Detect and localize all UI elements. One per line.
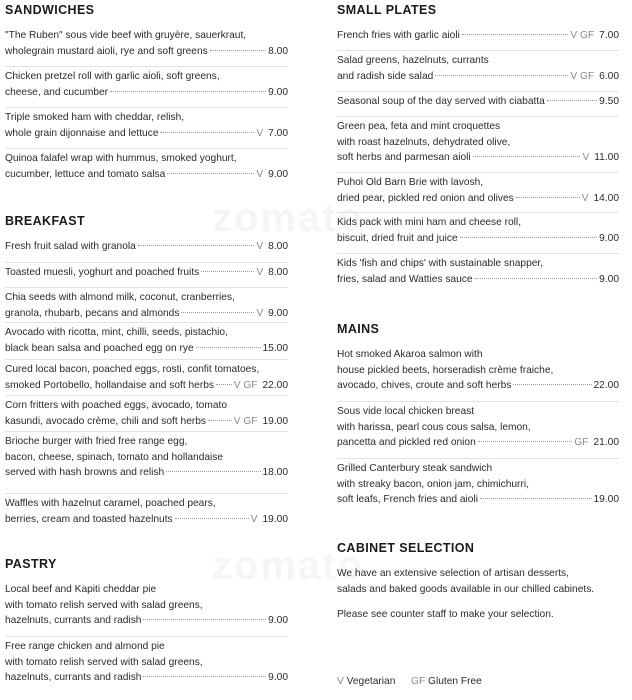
- menu-item-description: French fries with garlic aioli: [337, 30, 460, 41]
- dot-leader: [460, 237, 598, 238]
- section-cabinet: [337, 541, 619, 620]
- menu-item-price-row: [5, 465, 288, 481]
- menu-item-description: Green pea, feta and mint croquettes: [337, 121, 501, 132]
- menu-item-price-row: [5, 670, 288, 686]
- menu-item-price-row: [5, 239, 288, 255]
- menu-item-price: 11.00: [594, 152, 619, 164]
- vegetarian-symbol: V: [337, 676, 344, 687]
- menu-item-price-row: [337, 150, 619, 166]
- dot-leader: [473, 156, 581, 157]
- menu-item-description: pancetta and pickled red onion: [337, 437, 476, 449]
- vegetarian-label: Vegetarian: [346, 676, 396, 687]
- menu-item-description: Kids 'fish and chips' with sustainable snapper,: [337, 258, 544, 269]
- menu-item: [337, 347, 619, 394]
- menu-item-price: 9.00: [268, 86, 288, 98]
- menu-item-description: soft herbs and parmesan aioli: [337, 152, 471, 164]
- menu-item-price: 8.00: [268, 241, 288, 252]
- cabinet-line: salads and baked goods available in our chilled cabinets.: [337, 583, 595, 595]
- menu-item-description: Hot smoked Akaroa salmon with: [337, 349, 483, 360]
- menu-item-price: 9.00: [599, 232, 619, 244]
- menu-item-description: Toasted muesli, yoghurt and poached fruits: [5, 267, 200, 278]
- dietary-tags: V: [250, 513, 258, 525]
- menu-item-price-row: [337, 231, 619, 247]
- dot-leader: [175, 518, 249, 519]
- menu-item-description: hazelnuts, currants and radish: [5, 615, 142, 627]
- menu-item-price: 15.00: [262, 342, 288, 354]
- menu-item: [5, 239, 288, 255]
- menu-item-description: Sous vide local chicken breast: [337, 406, 475, 417]
- dot-leader: [480, 498, 592, 499]
- menu-item-description: wholegrain mustard aioli, rye and soft greens: [5, 45, 208, 57]
- menu-item-description: "The Ruben" sous vide beef with gruyère, sauerkraut,: [5, 30, 247, 41]
- menu-item-price-row: [5, 167, 288, 183]
- dot-leader: [435, 75, 568, 76]
- menu-item-description: and radish side salad: [337, 70, 434, 82]
- menu-item-description: Chicken pretzel roll with garlic aioli, soft greens,: [5, 71, 220, 82]
- item-divider: [5, 395, 288, 396]
- item-divider: [5, 66, 288, 67]
- gluten-free-symbol: GF: [411, 676, 426, 687]
- section-heading: SMALL PLATES: [337, 3, 437, 17]
- item-divider: [5, 322, 288, 323]
- dietary-tags: V GF: [570, 30, 595, 41]
- dot-leader: [167, 173, 254, 174]
- menu-item-description: biscuit, dried fruit and juice: [337, 232, 458, 244]
- dietary-tags: V: [256, 127, 264, 139]
- menu-item-price: 8.00: [268, 45, 288, 57]
- menu-item-description: Chia seeds with almond milk, coconut, cranberries,: [5, 292, 235, 303]
- section-heading: MAINS: [337, 322, 380, 336]
- menu-item-price: 8.00: [268, 267, 288, 278]
- dot-leader: [513, 384, 591, 385]
- dot-leader: [216, 384, 232, 385]
- section-pastry: [5, 557, 288, 684]
- dot-leader: [143, 676, 266, 677]
- dietary-tags: V GF: [233, 415, 258, 427]
- menu-item-price: 18.00: [262, 467, 288, 479]
- item-divider: [337, 212, 619, 213]
- watermark: zomato: [212, 544, 364, 588]
- menu-item-description: Seasonal soup of the day served with ciabatta: [337, 96, 545, 107]
- menu-item-description: dried pear, pickled red onion and olives: [337, 192, 514, 204]
- item-divider: [5, 262, 288, 263]
- menu-item-price-row: [337, 378, 619, 394]
- menu-item-description: whole grain dijonnaise and lettuce: [5, 127, 159, 139]
- menu-item-price: 19.00: [262, 513, 288, 525]
- menu-item-description: kasundi, avocado crème, chili and soft herbs: [5, 415, 207, 427]
- section-heading: SANDWICHES: [5, 3, 95, 17]
- menu-item-price-row: [5, 613, 288, 629]
- menu-item-description: Grilled Canterbury steak sandwich: [337, 463, 493, 474]
- menu-item: [5, 582, 288, 629]
- item-divider: [5, 493, 288, 494]
- dot-leader: [210, 50, 266, 51]
- section-small-plates: [337, 3, 619, 285]
- item-divider: [5, 287, 288, 288]
- item-divider: [337, 91, 619, 92]
- menu-item: [337, 53, 619, 84]
- menu-item-price-row: [5, 306, 288, 322]
- dietary-tags: V: [582, 152, 590, 164]
- section-breakfast: [5, 214, 288, 525]
- dot-leader: [516, 197, 580, 198]
- menu-item-price: 7.00: [599, 30, 619, 41]
- menu-item-price-row: [337, 272, 619, 288]
- menu-item-description: smoked Portobello, hollandaise and soft herbs: [5, 379, 214, 391]
- dot-leader: [166, 471, 260, 472]
- menu-item-description: with tomato relish served with salad greens,: [5, 599, 203, 611]
- menu-item-price-row: [5, 126, 288, 142]
- item-divider: [5, 148, 288, 149]
- menu-item-description: black bean salsa and poached egg on rye: [5, 342, 194, 354]
- item-divider: [337, 50, 619, 51]
- dot-leader: [478, 441, 573, 442]
- section-heading: CABINET SELECTION: [337, 541, 475, 555]
- section-mains: [337, 322, 619, 506]
- dot-leader: [143, 619, 266, 620]
- menu-item-price: 9.00: [268, 307, 288, 319]
- menu-item-price: 9.00: [599, 273, 619, 285]
- menu-item: [5, 69, 288, 100]
- menu-item-price-row: [5, 341, 288, 357]
- item-divider: [5, 636, 288, 637]
- menu-item-price-row: [5, 44, 288, 60]
- menu-item-description: soft leafs, French fries and aioli: [337, 494, 478, 506]
- menu-item-price-row: [5, 85, 288, 101]
- dietary-tags: V: [256, 168, 264, 180]
- menu-item-price-row: [5, 378, 288, 394]
- menu-item-price: 9.00: [268, 615, 288, 627]
- dietary-legend: [337, 676, 482, 687]
- menu-item-description: cheese, and cucumber: [5, 86, 109, 98]
- cabinet-note: Please see counter staff to make your selection.: [337, 609, 554, 620]
- menu-item-price-row: [337, 28, 619, 44]
- item-divider: [337, 116, 619, 117]
- menu-item-price: 22.00: [593, 380, 619, 392]
- dietary-tags: V GF: [570, 70, 595, 82]
- dietary-tags: V: [256, 241, 264, 252]
- menu-item: [337, 461, 619, 508]
- menu-item-description: served with hash browns and relish: [5, 467, 165, 479]
- menu-item-price: 21.00: [593, 437, 619, 449]
- menu-item-description: Waffles with hazelnut caramel, poached pears,: [5, 498, 216, 509]
- menu-item-description: hazelnuts, currants and radish: [5, 672, 142, 684]
- dietary-tags: GF: [574, 437, 589, 449]
- menu-item-price-row: [5, 414, 288, 430]
- menu-item: [337, 94, 619, 110]
- menu-item-description: berries, cream and toasted hazelnuts: [5, 513, 173, 525]
- section-heading: BREAKFAST: [5, 214, 85, 228]
- item-divider: [337, 401, 619, 402]
- menu-item-description: Cured local bacon, poached eggs, rosti, confit tomatoes,: [5, 364, 260, 375]
- menu-item-description: Local beef and Kapiti cheddar pie: [5, 584, 157, 595]
- dot-leader: [138, 245, 255, 246]
- menu-item-price-row: [5, 265, 288, 281]
- menu-item-price: 22.00: [262, 379, 288, 391]
- menu-item: [337, 28, 619, 44]
- menu-item: [337, 404, 619, 451]
- menu-item-price-row: [337, 69, 619, 85]
- menu-item: [5, 434, 288, 481]
- dietary-tags: V: [256, 267, 264, 278]
- menu-item-price: 9.00: [268, 168, 288, 180]
- menu-item-description: avocado, chives, croute and soft herbs: [337, 380, 512, 392]
- menu-item-description: with streaky bacon, onion jam, chimichurri,: [337, 478, 529, 490]
- menu-item-description: with harissa, pearl cous cous salsa, lemon,: [337, 421, 531, 433]
- menu-item: [337, 119, 619, 166]
- menu-item: [337, 256, 619, 287]
- menu-item-description: Quinoa falafel wrap with hummus, smoked yoghurt,: [5, 153, 237, 164]
- dot-leader: [201, 271, 254, 272]
- menu-item-description: Salad greens, hazelnuts, currants: [337, 55, 489, 66]
- dot-leader: [208, 420, 232, 421]
- menu-item: [337, 215, 619, 246]
- item-divider: [337, 172, 619, 173]
- menu-item-price: 19.00: [593, 494, 619, 506]
- menu-item: [5, 639, 288, 686]
- menu-item-price: 19.00: [262, 415, 288, 427]
- menu-item-price: 14.00: [593, 192, 619, 204]
- item-divider: [5, 431, 288, 432]
- menu-item-price: 7.00: [268, 127, 288, 139]
- menu-item: [5, 110, 288, 141]
- dot-leader: [110, 91, 266, 92]
- menu-item-description: Avocado with ricotta, mint, chilli, seeds, pistachio,: [5, 327, 228, 338]
- menu-item: [5, 398, 288, 429]
- menu-item-description: with roast hazelnuts, dehydrated olive,: [337, 136, 511, 148]
- cabinet-line: We have an extensive selection of artisan desserts,: [337, 568, 569, 579]
- menu-item: [5, 362, 288, 393]
- menu-item-description: Fresh fruit salad with granola: [5, 241, 136, 252]
- menu-item: [5, 496, 288, 527]
- menu-item-price-row: [337, 435, 619, 451]
- menu-item-description: Kids pack with mini ham and cheese roll,: [337, 217, 522, 228]
- menu-item-description: Corn fritters with poached eggs, avocado, tomato: [5, 400, 227, 411]
- menu-item: [5, 265, 288, 281]
- menu-item-description: house pickled beets, horseradish crème fraiche,: [337, 364, 554, 376]
- section-sandwiches: [5, 3, 288, 180]
- dot-leader: [196, 347, 261, 348]
- watermark: zomato: [212, 196, 364, 240]
- dietary-tags: V GF: [233, 379, 258, 391]
- dietary-tags: V: [256, 307, 264, 319]
- dot-leader: [181, 312, 254, 313]
- menu-item-description: Puhoi Old Barn Brie with lavosh,: [337, 177, 484, 188]
- menu-item: [5, 290, 288, 321]
- menu-item: [5, 325, 288, 356]
- menu-item-price: 6.00: [599, 70, 619, 82]
- menu-item-price-row: [337, 191, 619, 207]
- dietary-tags: V: [581, 192, 589, 204]
- menu-item: [5, 28, 288, 59]
- menu-item: [5, 151, 288, 182]
- cabinet-description: [337, 566, 619, 597]
- menu-item-price-row: [5, 512, 288, 528]
- menu-item-description: granola, rhubarb, pecans and almonds: [5, 307, 180, 319]
- item-divider: [5, 107, 288, 108]
- menu-item-price-row: [337, 492, 619, 508]
- dot-leader: [475, 278, 598, 279]
- menu-item-description: Triple smoked ham with cheddar, relish,: [5, 112, 185, 123]
- menu-item-price: 9.50: [599, 96, 619, 107]
- menu-item-description: Free range chicken and almond pie: [5, 641, 165, 652]
- menu-item-description: Brioche burger with fried free range egg,: [5, 436, 188, 447]
- item-divider: [337, 458, 619, 459]
- item-divider: [337, 253, 619, 254]
- dot-leader: [160, 132, 254, 133]
- dot-leader: [547, 100, 597, 101]
- section-heading: PASTRY: [5, 557, 57, 571]
- menu-item-description: with tomato relish served with salad greens,: [5, 656, 203, 668]
- menu-item: [337, 175, 619, 206]
- gluten-free-label: Gluten Free: [428, 676, 482, 687]
- menu-item-description: cucumber, lettuce and tomato salsa: [5, 168, 166, 180]
- item-divider: [5, 359, 288, 360]
- dot-leader: [462, 34, 569, 35]
- menu-item-price: 9.00: [268, 672, 288, 684]
- menu-item-price-row: [337, 94, 619, 110]
- menu-item-description: bacon, cheese, spinach, tomato and hollandaise: [5, 451, 224, 463]
- menu-item-description: fries, salad and Watties sauce: [337, 273, 473, 285]
